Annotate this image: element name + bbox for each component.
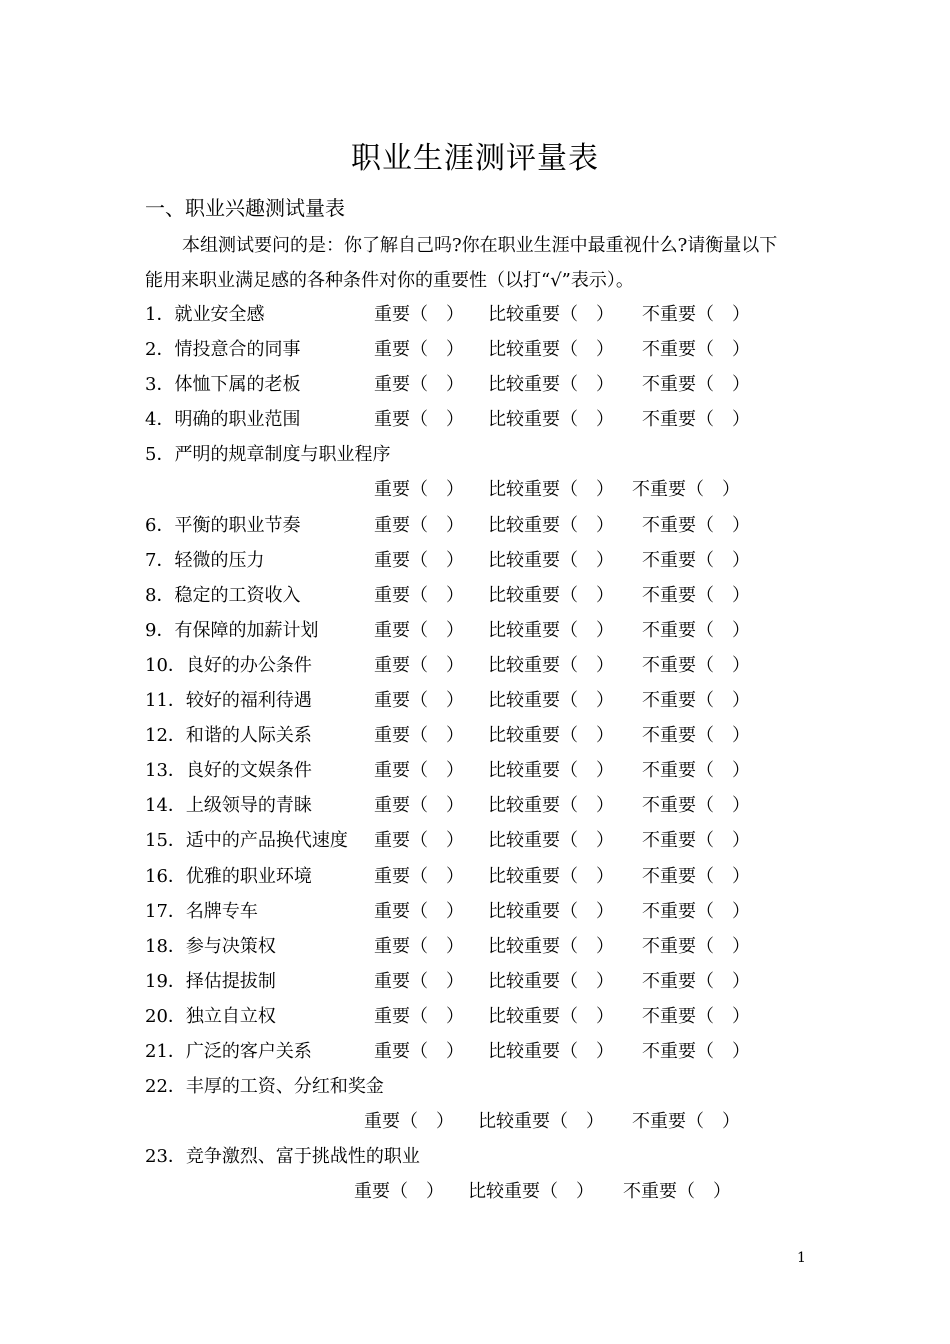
option-important[interactable]: 重要（ ） xyxy=(374,760,464,782)
option-fairly-important[interactable]: 比较重要（ ） xyxy=(488,654,614,676)
option-not-important[interactable]: 不重要（ ） xyxy=(623,1181,731,1203)
rating-item-options-row xyxy=(145,1104,825,1139)
rating-item xyxy=(145,718,825,753)
option-important[interactable]: 重要（ ） xyxy=(374,339,464,361)
rating-item-label: 23．竞争激烈、富于挑战性的职业 xyxy=(145,1146,420,1168)
option-important[interactable]: 重要（ ） xyxy=(364,1111,454,1133)
rating-item-label: 8．稳定的工资收入 xyxy=(145,584,301,606)
option-not-important[interactable]: 不重要（ ） xyxy=(642,725,750,747)
option-fairly-important[interactable]: 比较重要（ ） xyxy=(488,865,614,887)
option-important[interactable]: 重要（ ） xyxy=(374,725,464,747)
option-fairly-important[interactable]: 比较重要（ ） xyxy=(488,1040,614,1062)
rating-item xyxy=(145,543,825,578)
option-fairly-important[interactable]: 比较重要（ ） xyxy=(488,935,614,957)
rating-item-list xyxy=(145,297,825,1209)
rating-item xyxy=(145,367,825,402)
option-fairly-important[interactable]: 比较重要（ ） xyxy=(488,339,614,361)
rating-item xyxy=(145,894,825,929)
document-title: 职业生涯测评量表 xyxy=(351,141,599,176)
rating-item xyxy=(145,753,825,788)
option-fairly-important[interactable]: 比较重要（ ） xyxy=(488,549,614,571)
rating-item xyxy=(145,929,825,964)
option-fairly-important[interactable]: 比较重要（ ） xyxy=(478,1111,604,1133)
option-fairly-important[interactable]: 比较重要（ ） xyxy=(488,970,614,992)
rating-item xyxy=(145,648,825,683)
rating-item-options-row xyxy=(145,1174,825,1209)
rating-item-label: 16．优雅的职业环境 xyxy=(145,865,312,887)
rating-item-label: 10．良好的办公条件 xyxy=(145,654,312,676)
option-important[interactable]: 重要（ ） xyxy=(374,935,464,957)
rating-item xyxy=(145,332,825,367)
option-fairly-important[interactable]: 比较重要（ ） xyxy=(488,584,614,606)
option-not-important[interactable]: 不重要（ ） xyxy=(642,304,750,325)
option-fairly-important[interactable]: 比较重要（ ） xyxy=(488,619,614,641)
option-important[interactable]: 重要（ ） xyxy=(374,795,464,817)
option-fairly-important[interactable]: 比较重要（ ） xyxy=(488,479,614,501)
rating-item-label: 18．参与决策权 xyxy=(145,935,276,957)
option-important[interactable]: 重要（ ） xyxy=(374,409,464,431)
option-not-important[interactable]: 不重要（ ） xyxy=(632,479,740,501)
option-fairly-important[interactable]: 比较重要（ ） xyxy=(488,690,614,712)
option-important[interactable]: 重要（ ） xyxy=(354,1181,444,1203)
rating-item xyxy=(145,1069,825,1104)
option-fairly-important[interactable]: 比较重要（ ） xyxy=(488,374,614,396)
option-important[interactable]: 重要（ ） xyxy=(374,654,464,676)
option-fairly-important[interactable]: 比较重要（ ） xyxy=(488,760,614,782)
rating-item xyxy=(145,1034,825,1069)
option-important[interactable]: 重要（ ） xyxy=(374,479,464,501)
option-fairly-important[interactable]: 比较重要（ ） xyxy=(488,1005,614,1027)
rating-item xyxy=(145,788,825,823)
rating-item-label: 15．适中的产品换代速度 xyxy=(145,830,348,852)
rating-item-label: 4．明确的职业范围 xyxy=(145,409,301,431)
rating-item-options-row xyxy=(145,472,825,507)
option-important[interactable]: 重要（ ） xyxy=(374,514,464,536)
rating-item xyxy=(145,402,825,437)
rating-item-label: 3．体恤下属的老板 xyxy=(145,374,301,396)
option-not-important[interactable]: 不重要（ ） xyxy=(642,865,750,887)
option-not-important[interactable]: 不重要（ ） xyxy=(642,830,750,852)
rating-item-label: 12．和谐的人际关系 xyxy=(145,725,312,747)
option-not-important[interactable]: 不重要（ ） xyxy=(642,690,750,712)
option-fairly-important[interactable]: 比较重要（ ） xyxy=(488,830,614,852)
option-not-important[interactable]: 不重要（ ） xyxy=(642,619,750,641)
rating-item-label: 13．良好的文娱条件 xyxy=(145,760,312,782)
rating-item-label: 9．有保障的加薪计划 xyxy=(145,619,319,641)
rating-item-label: 17．名牌专车 xyxy=(145,900,258,922)
rating-item xyxy=(145,823,825,858)
option-fairly-important[interactable]: 比较重要（ ） xyxy=(488,304,614,325)
option-not-important[interactable]: 不重要（ ） xyxy=(642,339,750,361)
rating-item xyxy=(145,999,825,1034)
option-important[interactable]: 重要（ ） xyxy=(374,690,464,712)
rating-item-label: 2．情投意合的同事 xyxy=(145,339,301,361)
option-important[interactable]: 重要（ ） xyxy=(374,1005,464,1027)
rating-item xyxy=(145,859,825,894)
option-not-important[interactable]: 不重要（ ） xyxy=(642,1005,750,1027)
intro-line-1: 本组测试要问的是：你了解自己吗?你在职业生涯中最重视什么?请衡量以下 xyxy=(182,235,778,256)
option-not-important[interactable]: 不重要（ ） xyxy=(642,760,750,782)
rating-item xyxy=(145,964,825,999)
rating-item xyxy=(145,1139,825,1174)
option-important[interactable]: 重要（ ） xyxy=(374,584,464,606)
option-fairly-important[interactable]: 比较重要（ ） xyxy=(488,795,614,817)
option-not-important[interactable]: 不重要（ ） xyxy=(642,549,750,571)
option-fairly-important[interactable]: 比较重要（ ） xyxy=(488,725,614,747)
intro-line-2: 能用来职业满足感的各种条件对你的重要性（以打“√”表示）。 xyxy=(145,270,634,291)
option-not-important[interactable]: 不重要（ ） xyxy=(642,935,750,957)
rating-item xyxy=(145,508,825,543)
rating-item-label: 20．独立自立权 xyxy=(145,1005,276,1027)
option-important[interactable]: 重要（ ） xyxy=(374,1040,464,1062)
option-fairly-important[interactable]: 比较重要（ ） xyxy=(488,514,614,536)
rating-item-label: 7．轻微的压力 xyxy=(145,549,265,571)
option-important[interactable]: 重要（ ） xyxy=(374,619,464,641)
option-not-important[interactable]: 不重要（ ） xyxy=(642,374,750,396)
rating-item-label: 22．丰厚的工资、分红和奖金 xyxy=(145,1076,384,1098)
page-number: 1 xyxy=(797,1250,806,1266)
option-not-important[interactable]: 不重要（ ） xyxy=(642,1040,750,1062)
rating-item xyxy=(145,437,825,472)
option-not-important[interactable]: 不重要（ ） xyxy=(642,900,750,922)
option-important[interactable]: 重要（ ） xyxy=(374,970,464,992)
option-fairly-important[interactable]: 比较重要（ ） xyxy=(468,1181,594,1203)
option-not-important[interactable]: 不重要（ ） xyxy=(642,795,750,817)
option-not-important[interactable]: 不重要（ ） xyxy=(642,584,750,606)
option-fairly-important[interactable]: 比较重要（ ） xyxy=(488,409,614,431)
rating-item xyxy=(145,578,825,613)
option-not-important[interactable]: 不重要（ ） xyxy=(642,654,750,676)
option-not-important[interactable]: 不重要（ ） xyxy=(632,1111,740,1133)
option-important[interactable]: 重要（ ） xyxy=(374,830,464,852)
rating-item-label: 14．上级领导的青睐 xyxy=(145,795,312,817)
rating-item xyxy=(145,297,825,332)
option-fairly-important[interactable]: 比较重要（ ） xyxy=(488,900,614,922)
option-important[interactable]: 重要（ ） xyxy=(374,304,464,325)
option-not-important[interactable]: 不重要（ ） xyxy=(642,409,750,431)
option-important[interactable]: 重要（ ） xyxy=(374,549,464,571)
rating-item xyxy=(145,613,825,648)
option-important[interactable]: 重要（ ） xyxy=(374,374,464,396)
rating-item xyxy=(145,683,825,718)
option-not-important[interactable]: 不重要（ ） xyxy=(642,970,750,992)
intro-paragraph xyxy=(145,228,815,298)
option-important[interactable]: 重要（ ） xyxy=(374,900,464,922)
option-not-important[interactable]: 不重要（ ） xyxy=(642,514,750,536)
section-heading: 一、职业兴趣测试量表 xyxy=(145,196,345,220)
rating-item-label: 19．择估提拔制 xyxy=(145,970,276,992)
rating-item-label: 1．就业安全感 xyxy=(145,304,265,325)
rating-item-label: 5．严明的规章制度与职业程序 xyxy=(145,444,391,466)
option-important[interactable]: 重要（ ） xyxy=(374,865,464,887)
rating-item-label: 11．较好的福利待遇 xyxy=(145,690,312,712)
rating-item-label: 6．平衡的职业节奏 xyxy=(145,514,301,536)
rating-item-label: 21．广泛的客户关系 xyxy=(145,1040,312,1062)
